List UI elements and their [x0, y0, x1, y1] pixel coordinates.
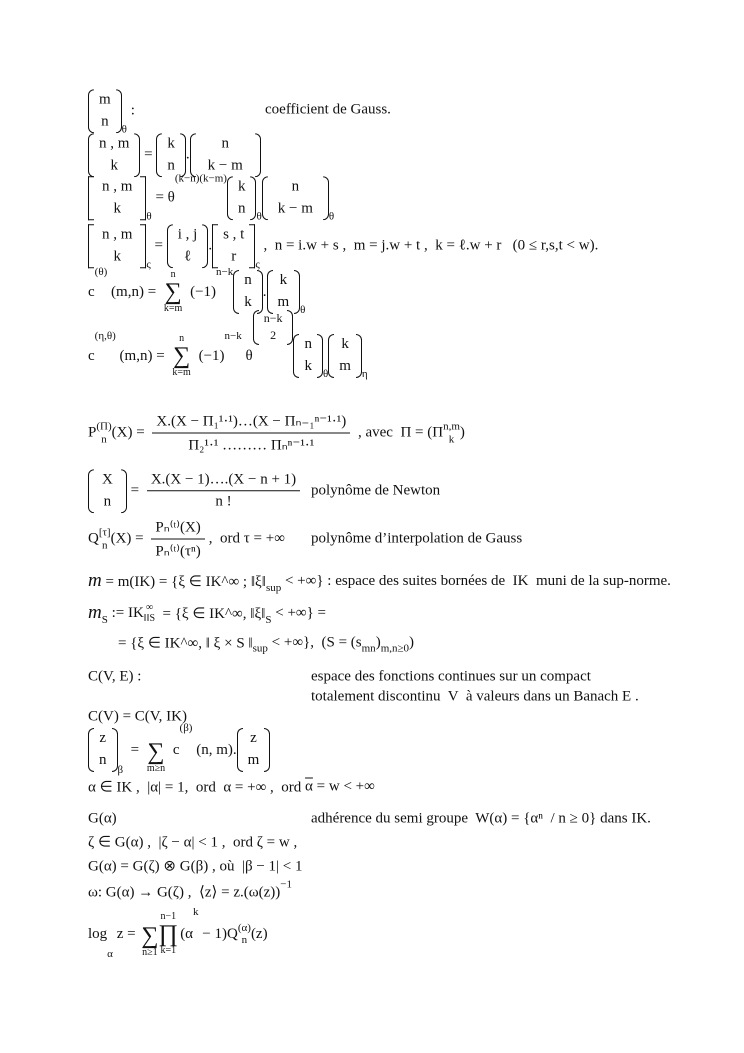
- argument: (X) =: [111, 424, 149, 441]
- formula-text: C(V) = C(V, IK): [88, 708, 188, 725]
- colon: :: [126, 102, 135, 119]
- dot: .: [208, 237, 213, 254]
- formula-text: ): [409, 634, 415, 651]
- sum-upper: n: [170, 269, 176, 280]
- binom-bottom: k: [110, 157, 118, 173]
- subscript: θ: [146, 209, 152, 222]
- sum-lower: n≥1: [142, 947, 158, 958]
- formula-text: (α: [180, 925, 194, 942]
- dot: .: [262, 283, 267, 300]
- label-semigroup-closure: adhérence du semi groupe W(α) = {αⁿ / n ≥ 0} dans IK.: [311, 810, 651, 827]
- superscript: [τ]: [98, 526, 111, 539]
- c-symbol: c: [88, 283, 95, 300]
- bracket-bottom: r: [231, 248, 237, 264]
- subscript: S: [265, 614, 272, 626]
- formula-log-alpha: [88, 906, 268, 960]
- numerator: Pₙ⁽ᵗ⁾(X): [151, 518, 204, 540]
- formula-cv: [88, 709, 187, 726]
- formula-text: = {ξ ∈ IK^∞, ‖ ξ × S ‖: [118, 635, 253, 652]
- equals: =: [123, 741, 143, 758]
- formula-g-alpha: [88, 811, 117, 828]
- label-gauss-coefficient: coefficient de Gauss.: [265, 101, 391, 118]
- subscript: θ: [256, 209, 262, 222]
- binom-bottom: n: [167, 157, 175, 173]
- formula-bounded-sequences: [88, 570, 671, 592]
- subscript: ς: [255, 257, 260, 270]
- formula-text: ): [375, 634, 381, 651]
- binom-top: n: [304, 336, 312, 353]
- formula-p-pi: [88, 412, 465, 455]
- binom-bottom: k: [244, 294, 252, 310]
- label-newton: polynôme de Newton: [311, 482, 441, 499]
- minus-one: (−1): [186, 283, 217, 300]
- superscript: ∞: [145, 602, 153, 613]
- label-continuous-functions-1: espace des fonctions continues sur un compact: [311, 668, 591, 685]
- bracket-top: n , m: [102, 178, 133, 195]
- formula-c-theta: [88, 266, 306, 316]
- dot: .: [185, 146, 190, 163]
- binom-bottom: n: [237, 200, 246, 216]
- binom-bottom: m: [277, 294, 290, 310]
- q-symbol: Q: [88, 530, 99, 547]
- bracket-top: n , m: [102, 226, 133, 243]
- m-script: m: [88, 570, 102, 591]
- subscript: θ: [322, 368, 329, 380]
- equals: =: [126, 482, 143, 499]
- subscript: sup: [265, 582, 282, 594]
- subscript: θ: [300, 304, 306, 316]
- subscript: θ: [121, 122, 127, 135]
- formula-zeta: [88, 833, 297, 852]
- formula-c-eta-theta: [88, 311, 368, 380]
- equals: =: [150, 237, 167, 254]
- bracket-bottom: k: [113, 248, 121, 264]
- numerator: X.(X − 1)….(X − n + 1): [147, 472, 300, 492]
- subscript: n: [101, 433, 107, 445]
- formula-text: = w < +∞: [312, 778, 375, 795]
- sum-symbol: ∑: [141, 923, 159, 949]
- binom-bottom: ℓ: [183, 248, 192, 264]
- superscript: n,m: [443, 420, 460, 433]
- label-gauss-interpolation: polynôme d’interpolation de Gauss: [311, 530, 523, 547]
- subscript: k: [448, 433, 455, 445]
- subscript: n: [241, 934, 248, 946]
- formula-text: ω: G(α) → G(ζ) , ⟨z⟩ = z.(ω(z)): [88, 884, 281, 901]
- formula-text: (z): [250, 925, 268, 942]
- sum-lower: m≥n: [146, 763, 166, 774]
- sum-symbol: ∑: [147, 739, 165, 765]
- formula-text: z =: [112, 925, 140, 942]
- binom-top: n , m: [99, 135, 130, 152]
- sum-symbol: ∑: [164, 279, 182, 305]
- binom-top: k: [167, 135, 175, 152]
- product-upper: n−1: [160, 911, 177, 922]
- subscript: sup: [252, 642, 268, 655]
- formula-newton: [88, 469, 304, 513]
- binom-top: k: [279, 272, 288, 289]
- binom-top: X: [102, 471, 113, 488]
- formula-ms-continued: [118, 634, 414, 653]
- formula-ms: [88, 602, 326, 624]
- minus-one: (−1): [194, 347, 225, 364]
- numerator: X.(X − Π₁¹·¹)…(X − Πₙ₋₁ⁿ⁻¹·¹): [152, 412, 350, 434]
- formula-cve: [88, 669, 141, 686]
- exponent: (η,θ): [94, 330, 116, 342]
- log-symbol: log: [88, 925, 108, 942]
- arguments: (n, m).: [192, 741, 237, 758]
- avec-text: , avec Π = (Π: [354, 424, 444, 441]
- equals-theta: = θ: [151, 189, 175, 206]
- subscript: m,n≥0: [380, 642, 410, 655]
- subscript: α: [107, 948, 113, 960]
- exponent: (β): [179, 722, 193, 734]
- arguments: (m,n) =: [115, 347, 169, 364]
- arguments: (m,n) =: [107, 283, 160, 300]
- denominator: n !: [215, 493, 232, 510]
- exponent: (k−n)(k−m): [174, 172, 227, 185]
- c-symbol: c: [169, 741, 180, 758]
- formula-text: G(α) = G(ζ) ⊗ G(β) , où |β − 1| < 1: [88, 858, 303, 875]
- binom-top: n: [221, 135, 229, 152]
- formula-text: := IK: [107, 604, 144, 621]
- binom-top: n: [291, 178, 300, 195]
- sum-upper: n: [179, 333, 185, 344]
- sum-symbol: ∑: [173, 343, 191, 369]
- subscript: ‖‖S: [143, 613, 156, 624]
- formula-text: < +∞} : espace des suites bornées de IK muni de la sup-norme.: [281, 572, 671, 589]
- formula-text: = {ξ ∈ IK^∞, ‖ξ‖: [155, 605, 266, 622]
- superscript: (Π): [96, 420, 112, 433]
- subscript: η: [361, 368, 368, 380]
- binom-bottom: n: [101, 113, 109, 129]
- subscript: mn: [361, 642, 376, 655]
- sum-lower: k=m: [163, 303, 183, 314]
- denominator: Pₙ⁽ᵗ⁾(τⁿ): [155, 543, 201, 560]
- subscript: ς: [146, 257, 151, 270]
- formula-alpha: [88, 778, 375, 797]
- subscript: θ: [328, 209, 335, 222]
- product-lower: k=1: [160, 945, 177, 956]
- subscript: β: [117, 764, 124, 776]
- close-paren: ): [459, 424, 465, 441]
- binom-top: n: [244, 272, 252, 289]
- equals: =: [140, 146, 157, 163]
- exponent: k: [193, 906, 199, 918]
- subscript: n: [101, 539, 108, 551]
- argument: (X) =: [110, 530, 148, 547]
- binom-top: k: [341, 336, 349, 353]
- order-condition: , ord τ = +∞: [208, 530, 285, 547]
- formula-text: < +∞} =: [271, 604, 327, 621]
- gauss-coefficient-notation: [88, 89, 135, 133]
- binom-top: z: [250, 730, 257, 747]
- binom-top: z: [99, 730, 107, 747]
- binom-bottom: k: [304, 358, 312, 374]
- formula-text: < +∞}, (S = (s: [267, 634, 362, 651]
- binom-top: k: [237, 178, 246, 195]
- binom-top: n−k: [263, 311, 283, 325]
- bracket-bottom: k: [113, 200, 121, 216]
- m-script: m: [88, 602, 102, 623]
- formula-omega: [88, 878, 292, 902]
- formula-text: C(V, E) :: [88, 668, 142, 685]
- denominator: Π₂¹·¹ ……… Πₙⁿ⁻¹·¹: [188, 437, 315, 454]
- formula-theta-bracket: [88, 172, 335, 222]
- exponent: −1: [280, 878, 292, 891]
- binom-top: m: [99, 91, 111, 108]
- binom-top: i , j: [177, 226, 198, 243]
- sum-lower: k=m: [172, 367, 191, 378]
- superscript: (α): [237, 921, 251, 934]
- formula-varsigma-bracket: [88, 224, 598, 268]
- p-symbol: P: [88, 424, 97, 441]
- binom-bottom: 2: [270, 328, 277, 343]
- binom-bottom: n: [103, 493, 112, 509]
- label-continuous-functions-2: totalement discontinu V à valeurs dans un Banach E .: [311, 688, 639, 705]
- formula-text: ζ ∈ G(α) , |ζ − α| < 1 , ord ζ = w ,: [88, 834, 298, 851]
- formula-text: α ∈ IK , |α| = 1, ord α = +∞ , ord: [88, 779, 306, 796]
- formula-text: G(α): [88, 810, 117, 827]
- formula-text: = m(IK) = {ξ ∈ IK^∞ ; ‖ξ‖: [101, 573, 266, 590]
- binom-bottom: n: [99, 752, 107, 768]
- decomposition-conditions: , n = i.w + s , m = j.w + t , k = ℓ.w + r (0 ≤ r,s,t < w).: [259, 237, 599, 254]
- formula-binom-product: [88, 133, 261, 177]
- binom-bottom: k − m: [207, 157, 243, 173]
- subscript: S: [101, 614, 108, 626]
- binom-bottom: k − m: [277, 200, 313, 216]
- product-symbol: ∏: [158, 921, 179, 947]
- exponent: n−k: [216, 266, 234, 278]
- bracket-top: s , t: [223, 226, 245, 243]
- c-symbol: c: [88, 347, 95, 364]
- binom-bottom: m: [247, 752, 260, 768]
- alpha-bar: $\overline{\alpha}$: [305, 778, 313, 795]
- exponent: (θ): [94, 266, 108, 278]
- formula-binom-beta: [88, 722, 270, 776]
- formula-q-tau: [88, 518, 285, 561]
- formula-text: − 1)Q: [198, 925, 238, 942]
- theta: θ: [241, 347, 253, 364]
- formula-g-product: [88, 857, 303, 876]
- exponent: n−k: [224, 330, 242, 342]
- binom-bottom: m: [339, 358, 351, 374]
